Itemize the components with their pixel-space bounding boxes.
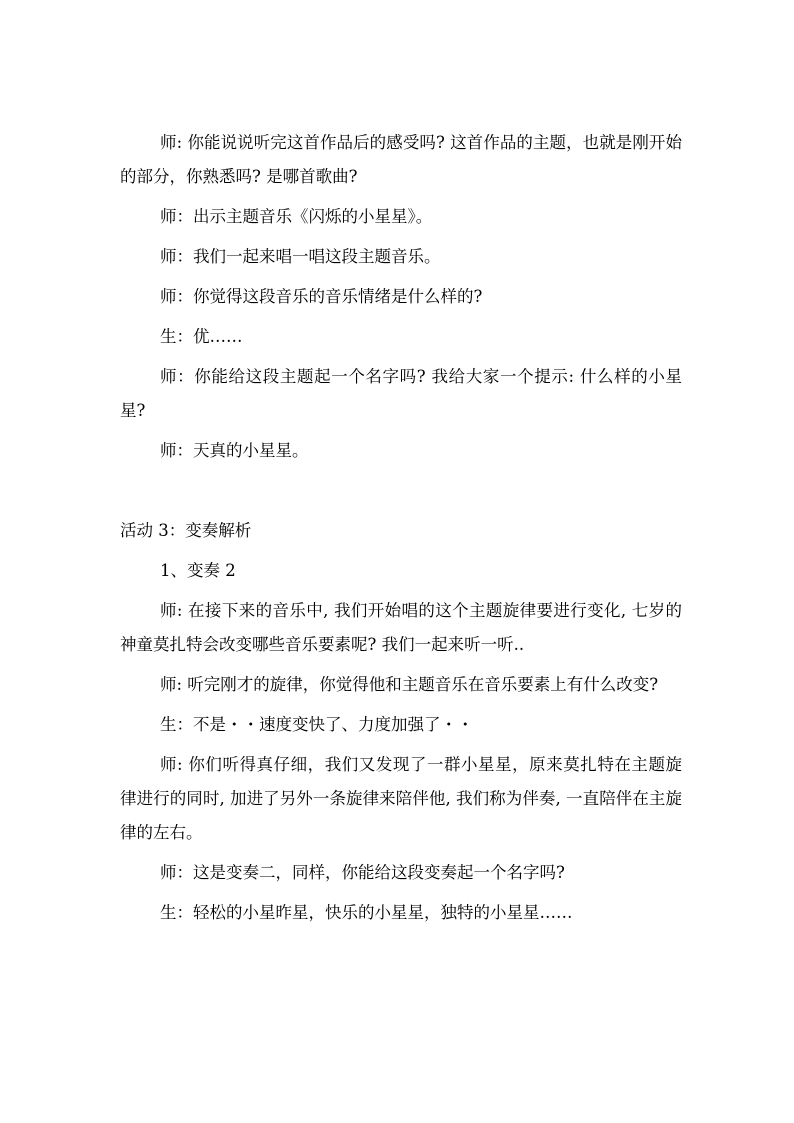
paragraph-change-question: 师: 听完刚才的旋律，你觉得他和主题音乐在音乐要素上有什么改变?: [160, 675, 659, 694]
paragraph-naive-star: 师：天真的小星星。: [160, 441, 309, 460]
section-heading-activity-3: 活动 3：变奏解析: [120, 521, 252, 540]
paragraph-mood-question: 师：你觉得这段音乐的音乐情绪是什么样的?: [160, 287, 483, 306]
paragraph-variation-intro: 师: 在接下来的音乐中, 我们开始唱的这个主题旋律要进行变化, 七岁的神童莫扎特会改变哪些音乐要素呢? 我们一起来听一听..: [120, 601, 682, 654]
document-body: [120, 126, 682, 936]
subheading-variation-2: 1、变奏 2: [160, 561, 236, 580]
paragraph-accompaniment: 师: 你们听得真仔细，我们又发现了一群小星星，原来莫扎特在主题旋律进行的同时, 加进了另外一条旋律来陪伴他, 我们称为伴奏, 一直陪伴在主旋律的左右。: [120, 755, 682, 842]
paragraph-student-answer: 生：优……: [160, 327, 243, 346]
paragraph-student-names: 生：轻松的小星昨星，快乐的小星星，独特的小星星……: [160, 903, 573, 922]
paragraph-student-changes: 生：不是・・速度变快了、力度加强了・・: [160, 715, 474, 734]
paragraph-teacher-question: 师: 你能说说听完这首作品后的感受吗? 这首作品的主题，也就是刚开始的部分，你熟悉吗? 是哪首歌曲?: [120, 133, 682, 186]
paragraph-name-question: 师：你能给这段主题起一个名字吗? 我给大家一个提示: 什么样的小星星?: [120, 367, 682, 420]
paragraph-show-theme: 师：出示主题音乐《闪烁的小星星》。: [160, 207, 433, 226]
paragraph-variation-name-question: 师：这是变奏二，同样，你能给这段变奏起一个名字吗?: [160, 863, 565, 882]
paragraph-sing-theme: 师：我们一起来唱一唱这段主题音乐。: [160, 247, 441, 266]
